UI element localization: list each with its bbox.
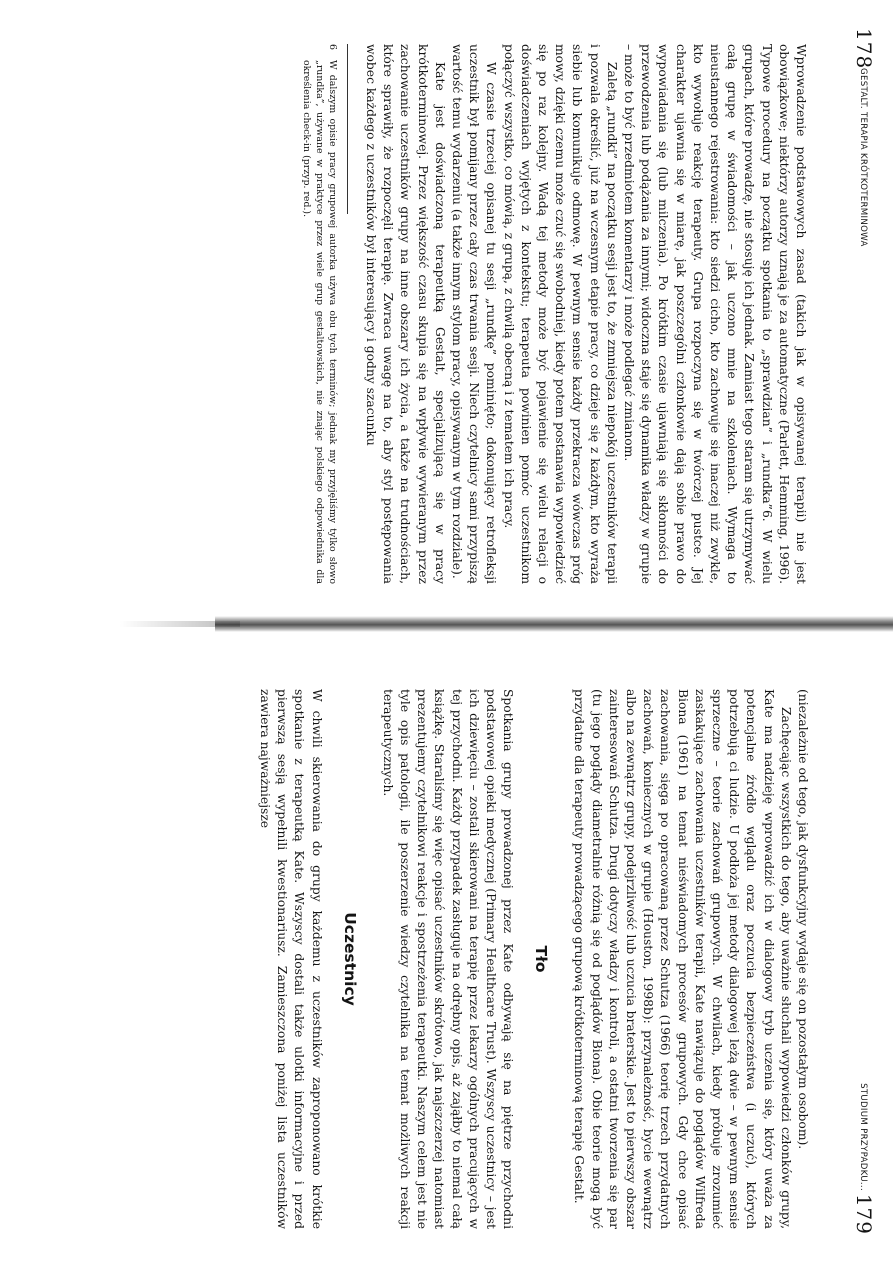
footnote-text: W dalszym opisie pracy grupowej autorka używa obu tych terminów; jednak my przyjęliśmy tylko słowo „rundka”, używane w praktyce przez wiele grup gestaltowskich, nie znając polskiego odpowiednika dla określenia check-in (przyp. red.).: [300, 59, 338, 584]
paragraph: W czasie trzeciej opisanej tu sesji „rundkę” pominięto; dokonujący retrofleksji uczestnik był pomijany przez cały czas trwania sesji. Niech czytelnicy sami przypiszą wartość temu wydarzeniu (a także innym stylom pracy, opisywanym w tym rozdziale).: [449, 44, 499, 584]
paragraph: Zaletą „rundki” na początku sesji jest to, że zmniejsza niepokój uczestników terapii i pozwala określić, już na wczesnym etapie pracy, co dzieje się z każdym, kto wyraża siebie lub komunikuje odmowę. W pewnym sensie każdy przekracza wówczas próg mowy, dzięki czemu może czuć się swobodniej, kiedy potem postanawia wypowiedzieć się po raz kolejny. Wadą tej metody może być pojawienie się wielu relacji o doświadczeniach wyjętych z kontekstu; terapeuta powinien pomóc uczestnikom połączyć wszystko, co mówią, z grupą, z chwilą obecną i z tematem ich pracy.: [501, 44, 619, 584]
running-head: GESTALT. TERAPIA KRÓTKOTERMINOWA: [858, 68, 868, 247]
paragraph: Spotkania grupy prowadzonej przez Kate odbywają się na piętrze przychodni podstawowej opieki medycznej (Primary Healthcare Trust). Wszyscy uczestnicy – jest ich dziewięciu – zostali skierowani na terapię przez lekarzy ogólnych pracujących w tej przychodni. Każdy przypadek zasługuje na odrębny opis, aż zająłby to niemal całą książkę. Staraliśmy się więc opisać uczestników skrótowo, jak najszczerzej natomiast prezentujemy czytelnikowi reakcje i spostrzeżenia terapeutki. Naszym celem jest nie tyle opis patologii, ile poszerzenie wiedzy czytelnika na temat możliwych reakcji terapeutycznych.: [380, 689, 516, 1229]
page-178: [0, 0, 893, 620]
page-header: [851, 661, 877, 1235]
page-header: [851, 28, 877, 592]
body-text-column: [256, 689, 811, 1229]
paragraph: W chwili skierowania do grupy każdemu z uczestników zaproponowano krótkie spotkanie z terapeutką Kate. Wszyscy dostali także ulotki informacyjne i przed pierwszą sesją wypełnili kwestionariusz. Zamieszczona poniżej lista uczestników zawiera najważniejsze: [257, 689, 324, 1229]
paragraph: Kate jest doświadczoną terapeutką Gestalt, specjalizującą się w pracy krótkoterminowej. Przez większość czasu skupia się na wpływie wywieranym przez zachowanie uczestników grupy na inne obszary ich życia, a także na trudnościach, które sprawiły, że rozpoczęli terapię. Zwraca uwagę na to, aby styl postępowania wobec każdego z uczestników był interesujący i godny szacunku: [363, 44, 447, 584]
paragraph: Zachęcając wszystkich do tego, aby uważnie słuchali wypowiedzi członków grupy, Kate ma nadzieję wprowadzić ich w dialogowy tryb uczenia się, który uważa za potencjalne źródło wglądu oraz poczucia bezpieczeństwa (i uczuć), których potrzebują ci ludzie. U podłoża jej metody dialogowej leżą dwie – w pewnym sensie sprzeczne – teorie zachowań grupowych. W chwilach, kiedy próbuje zrozumieć zaskakujące zachowania uczestników terapii, Kate nawiązuje do poglądów Wilfreda Biona (1961) na temat nieświadomych procesów grupowych. Gdy chce opisać zachowania, sięga po opracowaną przez Schutza (1966) teorię trzech przydatnych zachowań, koniecznych w grupie (Houston, 1998b): przynależność, bycie wewnątrz albo na zewnątrz grupy, podejrzliwość lub uczucia braterskie. Jest to pierwszy obszar zainteresowań Schutza. Drugi dotyczy władzy i kontroli, a ostatni tworzenia się par (tu jego poglądy diametralnie różnią się od poglądów Biona). Obie teorie mogą być przydatne dla terapeuty prowadzącego grupową krótkoterminową terapię Gestalt.: [572, 689, 793, 1229]
paragraph: (niezależnie od tego, jak dysfunkcyjny wydaje się on pozostałym osobom).: [796, 689, 810, 1150]
section-heading-uczestnicy: Uczestnicy: [340, 912, 359, 1006]
page-179: [0, 633, 893, 1263]
running-head: STUDIUM PRZYPADKU...: [858, 1083, 868, 1191]
book-fold-line: [215, 616, 893, 632]
footnote-divider: [347, 44, 348, 214]
section-heading-tlo: Tło: [532, 945, 551, 973]
page-number: 178: [852, 28, 876, 70]
footnote-number: 6: [326, 44, 338, 50]
body-text-column: [300, 44, 809, 584]
page-number: 179: [852, 1193, 876, 1235]
footnote: [300, 44, 339, 584]
paragraph: Wprowadzenie podstawowych zasad (takich jak w opisywanej terapii) nie jest obowiązkowe; niektórzy autorzy uznają je za automatyczne (Parlett, Hemming, 1996). Typowe procedury na początku spotkania to „sprawdzian” i „rundka”6. W wielu grupach, które prowadzę, nie stosuję ich jednak. Zamiast tego staram się utrzymywać całą grupę w świadomości – jak uczono mnie na szkoleniach. Wymaga to nieustannego rejestrowania: kto siedzi cicho, kto zachowuje się inaczej niż zwykle, kto wywołuje reakcję terapeuty. Grupa rozpoczyna się w twórczej pustce. Jej charakter ujawnia się w miarę, jak poszczególni członkowie dają sobie prawo do wypowiadania się (lub milczenia). Po krótkim czasie ujawniają się skłonności do przewodzenia lub podążania za innymi; widoczna staje się dynamika władzy w grupie – może to być przedmiotem komentarzy i może podlegać zmianom.: [621, 44, 808, 584]
